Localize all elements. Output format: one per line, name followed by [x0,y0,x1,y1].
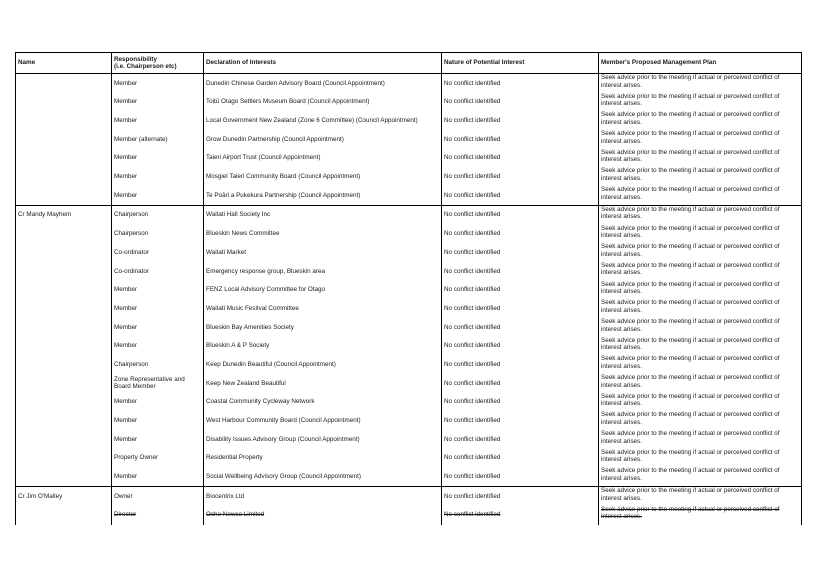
cell-declaration: Taieri Airport Trust (Council Appointment) [204,149,442,168]
cell-declaration: Dunedin Chinese Garden Advisory Board (Council Appointment) [204,74,442,93]
cell-plan: Seek advice prior to the meeting if actual or perceived conflict of interest arises. [599,299,802,318]
cell-plan: Seek advice prior to the meeting if actual or perceived conflict of interest arises. [599,374,802,393]
cell-nature: No conflict identified [442,130,599,149]
cell-declaration: Keep Dunedin Beautiful (Council Appointment) [204,355,442,374]
cell-name [16,449,112,468]
cell-plan: Seek advice prior to the meeting if actual or perceived conflict of interest arises. [599,186,802,205]
cell-nature: No conflict identified [442,487,599,506]
cell-responsibility: Chairperson [112,205,204,224]
table-row [16,225,802,244]
cell-plan: Seek advice prior to the meeting if actual or perceived conflict of interest arises. [599,149,802,168]
cell-name [16,467,112,486]
cell-responsibility: Zone Representative and Board Member [112,374,204,393]
cell-declaration: Residential Property [204,449,442,468]
cell-responsibility: Member [112,430,204,449]
interests-register-table [15,52,802,525]
cell-declaration: Mosgiel Taieri Community Board (Council Appointment) [204,167,442,186]
cell-name [16,225,112,244]
cell-responsibility: Member [112,186,204,205]
table-row [16,299,802,318]
cell-name: Cr Jim O'Malley [16,487,112,506]
table-row [16,337,802,356]
table-row [16,111,802,130]
table-row [16,487,802,506]
cell-declaration: Waitati Hall Society Inc [204,205,442,224]
table-row [16,411,802,430]
cell-plan: Seek advice prior to the meeting if actual or perceived conflict of interest arises. [599,262,802,281]
table-row [16,374,802,393]
table-row [16,281,802,300]
cell-name [16,318,112,337]
cell-name [16,130,112,149]
cell-nature: No conflict identified [442,225,599,244]
table-row [16,149,802,168]
cell-name [16,374,112,393]
cell-responsibility: Member [112,111,204,130]
cell-declaration: Waitati Market [204,243,442,262]
cell-responsibility: Member (alternate) [112,130,204,149]
cell-plan: Seek advice prior to the meeting if actual or perceived conflict of interest arises. [599,74,802,93]
cell-responsibility: Co-ordinator [112,243,204,262]
cell-plan: Seek advice prior to the meeting if actual or perceived conflict of interest arises. [599,93,802,112]
cell-name [16,243,112,262]
cell-name [16,93,112,112]
cell-name [16,167,112,186]
cell-declaration: Disability Issues Advisory Group (Council Appointment) [204,430,442,449]
cell-declaration: Toitū Otago Settlers Museum Board (Council Appointment) [204,93,442,112]
cell-plan: Seek advice prior to the meeting if actual or perceived conflict of interest arises. [599,130,802,149]
table-row [16,430,802,449]
cell-nature: No conflict identified [442,262,599,281]
cell-nature: No conflict identified [442,299,599,318]
table-header-row [16,53,802,74]
cell-responsibility: Member [112,318,204,337]
cell-plan: Seek advice prior to the meeting if actual or perceived conflict of interest arises. [599,430,802,449]
cell-nature: No conflict identified [442,337,599,356]
cell-responsibility: Co-ordinator [112,262,204,281]
cell-plan: Seek advice prior to the meeting if actual or perceived conflict of interest arises. [599,449,802,468]
cell-responsibility: Chairperson [112,225,204,244]
cell-declaration: Local Government New Zealand (Zone 6 Committee) (Council Appointment) [204,111,442,130]
cell-nature: No conflict identified [442,243,599,262]
cell-plan: Seek advice prior to the meeting if actual or perceived conflict of interest arises. [599,111,802,130]
table-body [16,74,802,525]
cell-plan: Seek advice prior to the meeting if actual or perceived conflict of interest arises. [599,205,802,224]
cell-declaration: Blueskin A & P Society [204,337,442,356]
cell-plan: Seek advice prior to the meeting if actual or perceived conflict of interest arises. [599,167,802,186]
cell-nature: No conflict identified [442,111,599,130]
cell-plan: Seek advice prior to the meeting if actual or perceived conflict of interest arises. [599,506,802,525]
cell-declaration: Ocho Newco Limited [204,506,442,525]
cell-responsibility: Member [112,393,204,412]
table-row [16,449,802,468]
cell-name [16,186,112,205]
cell-plan: Seek advice prior to the meeting if actual or perceived conflict of interest arises. [599,355,802,374]
cell-responsibility: Director [112,506,204,525]
cell-name [16,111,112,130]
table-row [16,205,802,224]
cell-nature: No conflict identified [442,467,599,486]
table-row [16,262,802,281]
cell-declaration: Grow Dunedin Partnership (Council Appointment) [204,130,442,149]
cell-declaration: Keep New Zealand Beautiful [204,374,442,393]
cell-plan: Seek advice prior to the meeting if actual or perceived conflict of interest arises. [599,243,802,262]
cell-declaration: Biocentrix Ltd [204,487,442,506]
cell-name [16,411,112,430]
table-row [16,186,802,205]
cell-nature: No conflict identified [442,149,599,168]
cell-nature: No conflict identified [442,374,599,393]
cell-plan: Seek advice prior to the meeting if actual or perceived conflict of interest arises. [599,393,802,412]
cell-responsibility: Member [112,337,204,356]
cell-name: Cr Mandy Mayhem [16,205,112,224]
table-row [16,467,802,486]
cell-plan: Seek advice prior to the meeting if actual or perceived conflict of interest arises. [599,337,802,356]
cell-declaration: Blueskin Bay Amenities Society [204,318,442,337]
cell-name [16,506,112,525]
cell-nature: No conflict identified [442,186,599,205]
cell-nature: No conflict identified [442,430,599,449]
cell-plan: Seek advice prior to the meeting if actual or perceived conflict of interest arises. [599,411,802,430]
table-row [16,243,802,262]
cell-nature: No conflict identified [442,167,599,186]
cell-declaration: West Harbour Community Board (Council Appointment) [204,411,442,430]
cell-declaration: Te Poāri a Pukekura Partnership (Council Appointment) [204,186,442,205]
cell-plan: Seek advice prior to the meeting if actual or perceived conflict of interest arises. [599,487,802,506]
cell-responsibility: Chairperson [112,355,204,374]
cell-responsibility: Member [112,93,204,112]
table-row [16,318,802,337]
cell-responsibility: Member [112,281,204,300]
cell-responsibility: Member [112,299,204,318]
header-plan: Member's Proposed Management Plan [599,53,802,74]
cell-declaration: Waitati Music Fesitval Committee [204,299,442,318]
cell-name [16,74,112,93]
cell-name [16,299,112,318]
cell-plan: Seek advice prior to the meeting if actual or perceived conflict of interest arises. [599,318,802,337]
cell-nature: No conflict identified [442,74,599,93]
table-row [16,74,802,93]
cell-nature: No conflict identified [442,355,599,374]
cell-name [16,281,112,300]
cell-responsibility: Member [112,411,204,430]
cell-responsibility: Owner [112,487,204,506]
header-responsibility: Responsibility (i.e. Chairperson etc) [112,53,204,74]
cell-plan: Seek advice prior to the meeting if actual or perceived conflict of interest arises. [599,467,802,486]
cell-responsibility: Property Owner [112,449,204,468]
cell-declaration: Emergency response group, Blueskin area [204,262,442,281]
cell-declaration: Coastal Community Cycleway Network [204,393,442,412]
cell-responsibility: Member [112,167,204,186]
cell-name [16,430,112,449]
cell-name [16,355,112,374]
cell-plan: Seek advice prior to the meeting if actual or perceived conflict of interest arises. [599,281,802,300]
header-nature: Nature of Potential Interest [442,53,599,74]
cell-responsibility: Member [112,149,204,168]
table-row [16,506,802,525]
cell-name [16,337,112,356]
header-name: Name [16,53,112,74]
header-declaration: Declaration of Interests [204,53,442,74]
cell-nature: No conflict identified [442,393,599,412]
table-row [16,355,802,374]
cell-name [16,393,112,412]
cell-nature: No conflict identified [442,506,599,525]
cell-nature: No conflict identified [442,93,599,112]
table-row [16,393,802,412]
cell-responsibility: Member [112,74,204,93]
cell-nature: No conflict identified [442,411,599,430]
table-row [16,167,802,186]
cell-declaration: FENZ Local Advisory Committee for Otago [204,281,442,300]
cell-declaration: Social Wellbeing Advisory Group (Council Appointment) [204,467,442,486]
cell-responsibility: Member [112,467,204,486]
cell-name [16,262,112,281]
cell-nature: No conflict identified [442,205,599,224]
cell-declaration: Blueskin News Committee [204,225,442,244]
table-row [16,93,802,112]
cell-name [16,149,112,168]
cell-plan: Seek advice prior to the meeting if actual or perceived conflict of interest arises. [599,225,802,244]
table-row [16,130,802,149]
cell-nature: No conflict identified [442,318,599,337]
cell-nature: No conflict identified [442,449,599,468]
cell-nature: No conflict identified [442,281,599,300]
